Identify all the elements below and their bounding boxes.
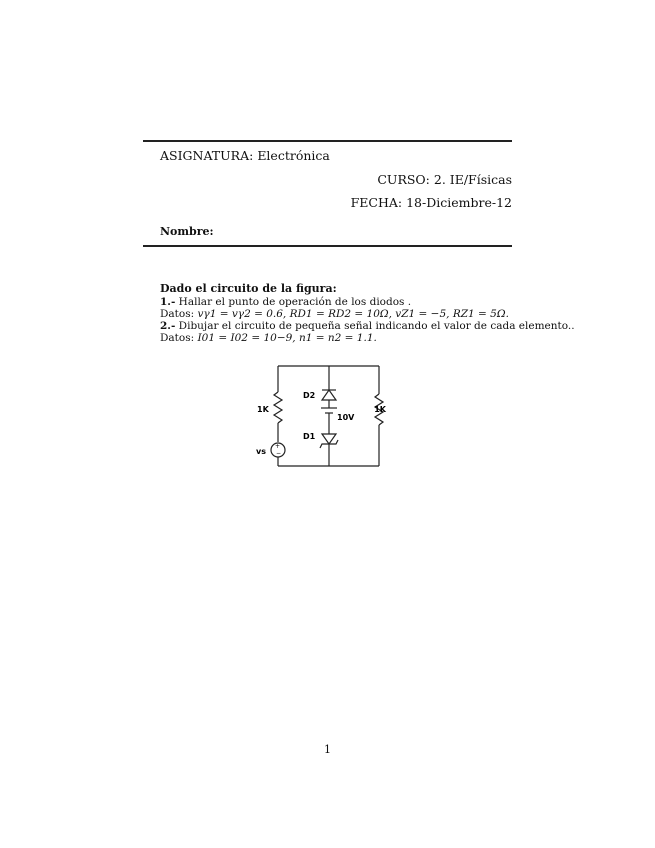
page-number: 1	[324, 743, 331, 756]
question-1	[160, 296, 411, 308]
question-2	[160, 320, 575, 332]
label-r-right: 1K	[374, 405, 386, 414]
label-battery: 10V	[337, 413, 355, 422]
label-d1: D1	[303, 432, 316, 441]
bottom-rule	[143, 245, 512, 247]
question-1-text: Hallar el punto de operación de los diodos .	[178, 296, 412, 308]
nombre-label: Nombre:	[160, 225, 214, 238]
resistor-left	[274, 392, 282, 423]
top-rule	[143, 140, 512, 142]
circuit-diagram	[248, 362, 388, 472]
datos-1-text: vγ1 = vγ2 = 0.6, RD1 = RD2 = 10Ω, vZ1 = −5, RZ1 = 5Ω.	[197, 308, 509, 320]
asignatura-label: ASIGNATURA:	[160, 148, 254, 163]
datos-1-label: Datos:	[160, 308, 195, 320]
curso-line: CURSO: 2. IE/Físicas	[377, 172, 512, 187]
diode-d2	[322, 390, 336, 400]
label-source: vs	[256, 447, 266, 456]
question-1-number: 1.-	[160, 296, 176, 308]
zener-d1	[322, 434, 336, 444]
datos-1	[160, 308, 509, 320]
source-minus: −	[276, 450, 282, 457]
label-r-left: 1K	[257, 405, 269, 414]
asignatura-value: Electrónica	[257, 148, 330, 163]
question-2-number: 2.-	[160, 320, 176, 332]
label-d2: D2	[303, 391, 316, 400]
source-plus: +	[275, 443, 281, 450]
datos-2	[160, 332, 377, 344]
fecha-line: FECHA: 18-Diciembre-12	[350, 195, 512, 210]
datos-2-text: I01 = I02 = 10−9, n1 = n2 = 1.1.	[197, 332, 377, 344]
problem-intro: Dado el circuito de la figura:	[160, 282, 337, 295]
asignatura-line	[160, 148, 330, 163]
datos-2-label: Datos:	[160, 332, 195, 344]
question-2-text: Dibujar el circuito de pequeña señal indicando el valor de cada elemento..	[178, 320, 575, 332]
